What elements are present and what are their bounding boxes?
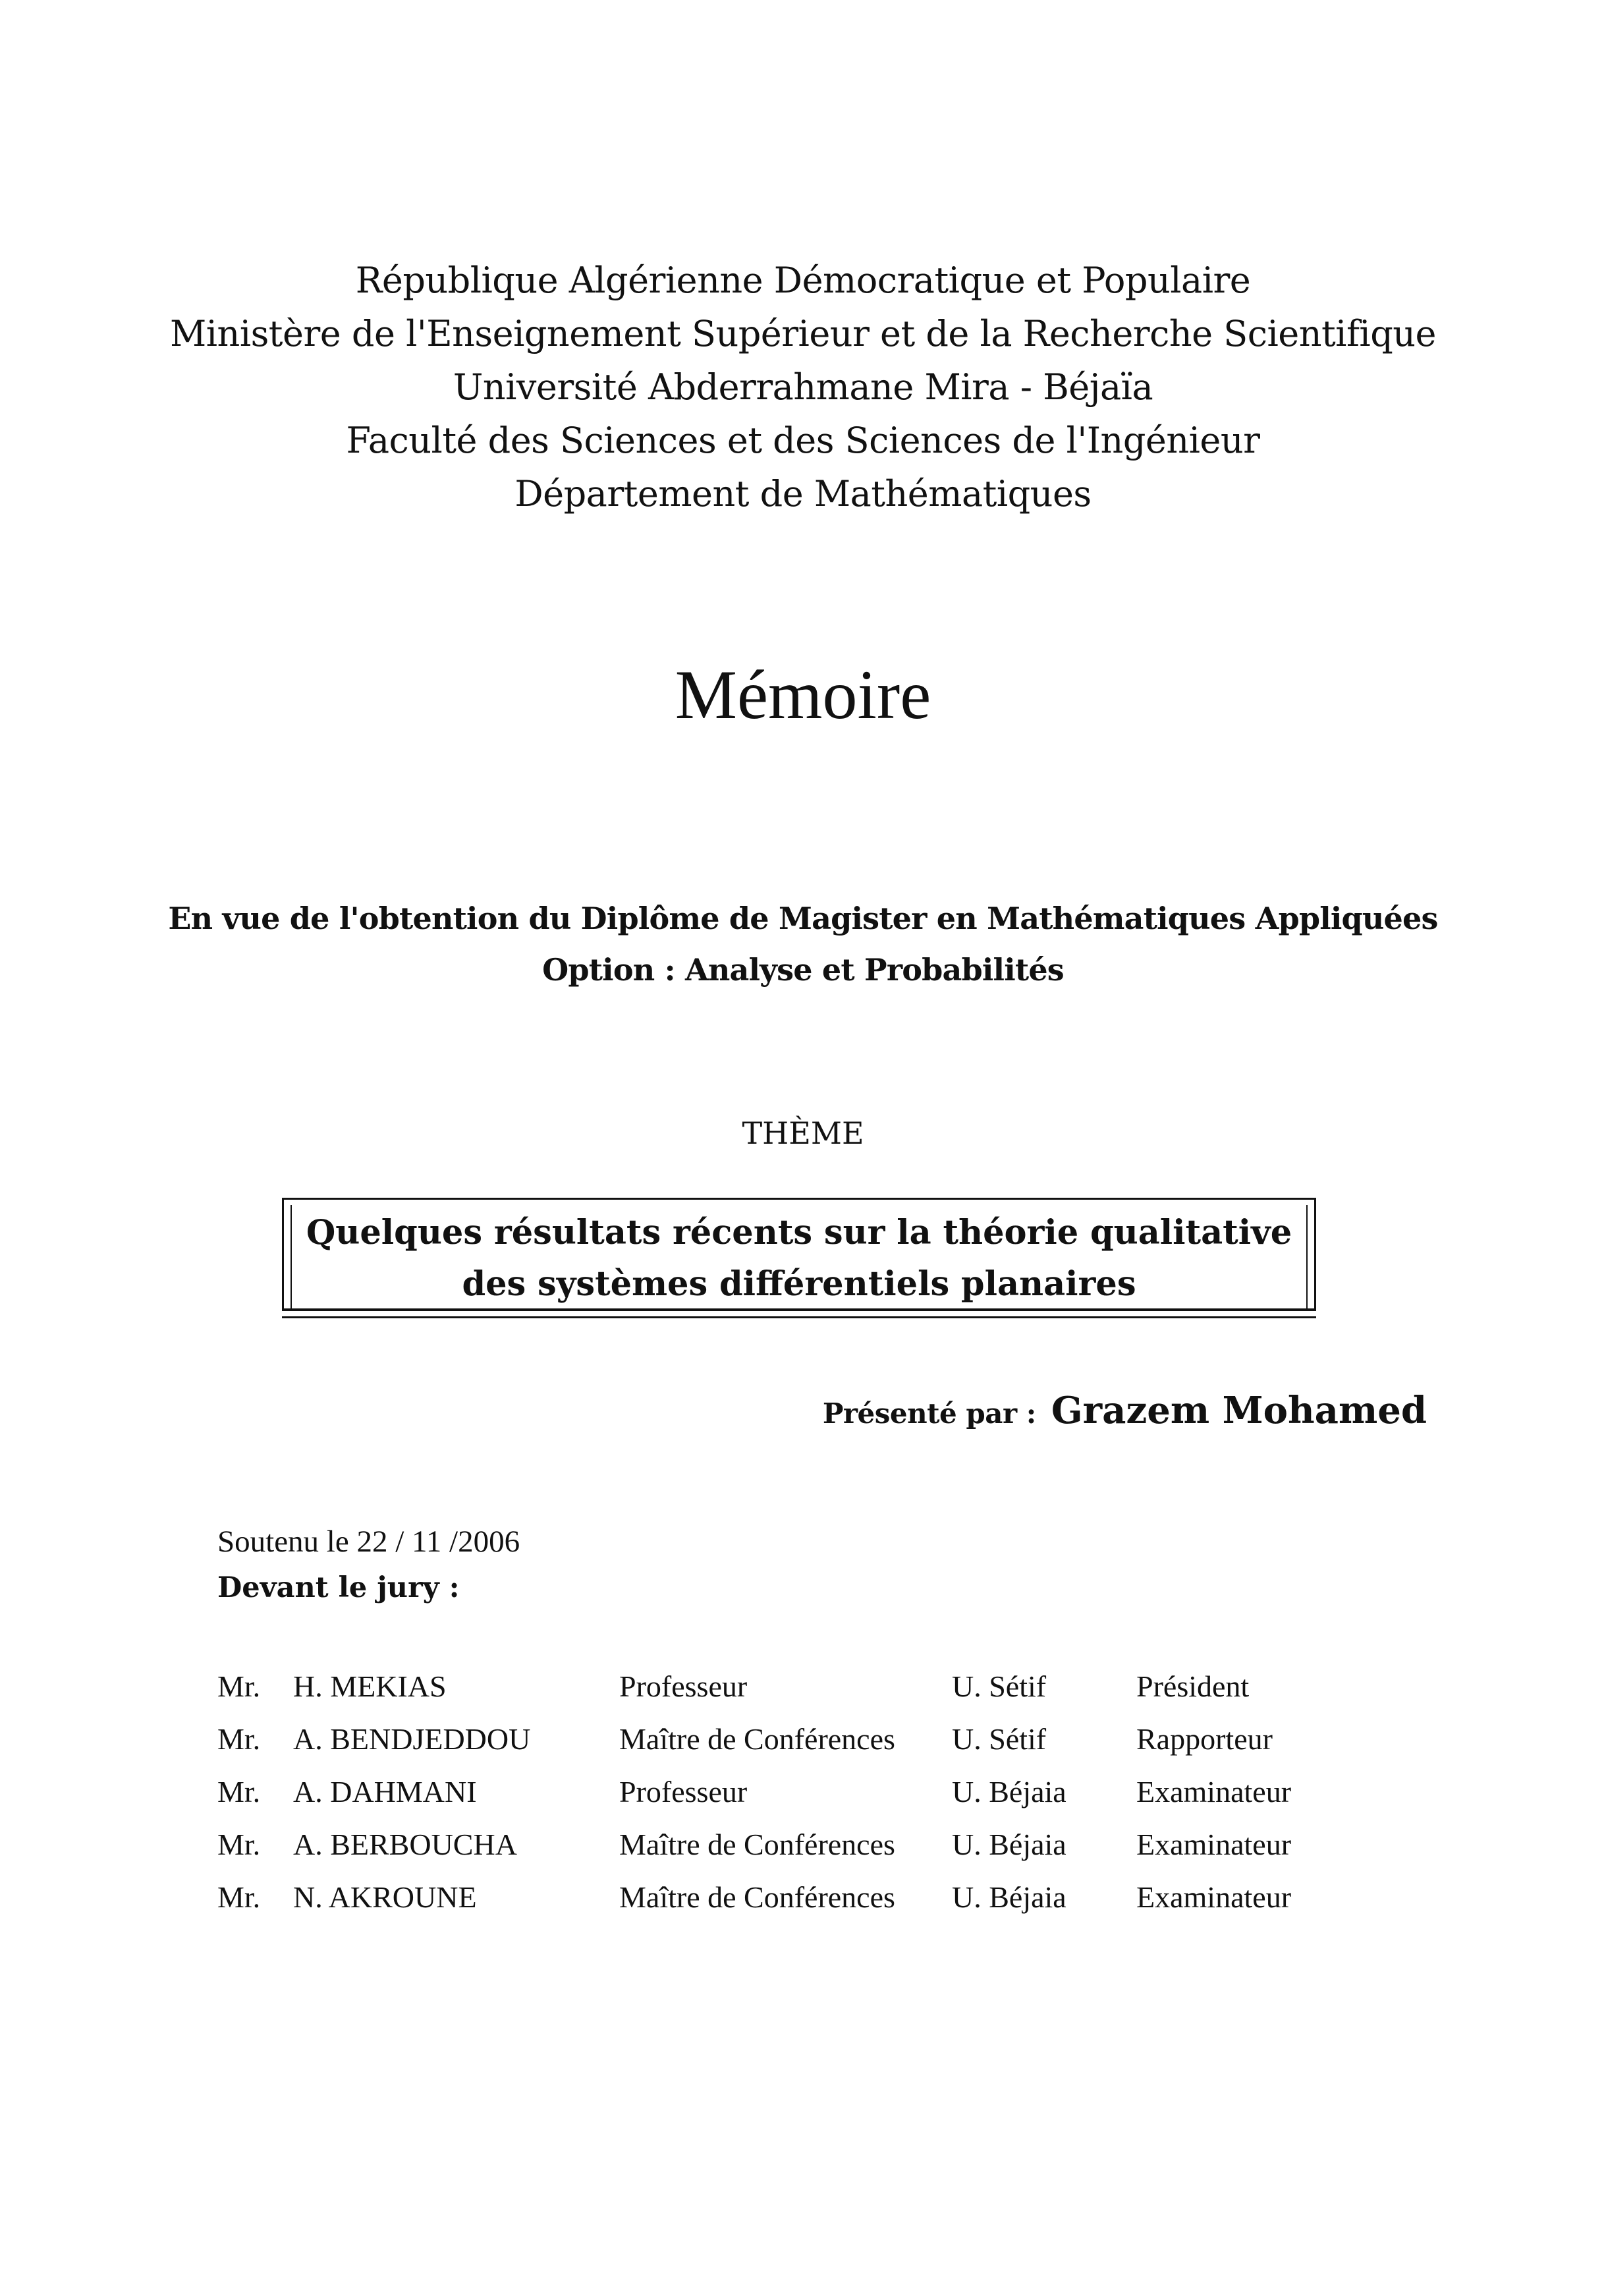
jury-grade: Professeur: [619, 1669, 748, 1703]
jury-title: Mr.: [217, 1828, 261, 1861]
jury-title: Mr.: [217, 1722, 261, 1756]
jury-role: Examinateur: [1136, 1828, 1292, 1861]
jury-university: U. Béjaia: [952, 1880, 1066, 1914]
jury-name: A. DAHMANI: [293, 1775, 477, 1808]
jury-role: Président: [1136, 1669, 1250, 1703]
jury-label: Devant le jury :: [217, 1571, 460, 1604]
jury-row: [217, 1660, 1337, 1713]
presenter-name: Grazem Mohamed: [1051, 1389, 1427, 1432]
jury-row: [217, 1818, 1337, 1871]
jury-name: A. BERBOUCHA: [293, 1828, 517, 1861]
presenter-label: Présenté par :: [822, 1397, 1036, 1430]
institution-header: [0, 254, 1606, 520]
diploma-line: En vue de l'obtention du Diplôme de Magister en Mathématiques Appliquées: [168, 901, 1438, 936]
jury-name: N. AKROUNE: [293, 1880, 477, 1914]
thesis-title-line: Quelques résultats récents sur la théorie qualitative: [306, 1213, 1292, 1252]
header-line-faculty: Faculté des Sciences et des Sciences de l'Ingénieur: [346, 420, 1260, 461]
jury-row: [217, 1766, 1337, 1818]
jury-title: Mr.: [217, 1669, 261, 1703]
jury-row: [217, 1713, 1337, 1766]
defense-date: Soutenu le 22 / 11 /2006: [217, 1525, 520, 1559]
option-line: Option : Analyse et Probabilités: [542, 952, 1064, 988]
jury-name: H. MEKIAS: [293, 1669, 447, 1703]
jury-university: U. Béjaia: [952, 1775, 1066, 1808]
thesis-title-line: des systèmes différentiels planaires: [462, 1264, 1136, 1304]
header-line-republic: République Algérienne Démocratique et Populaire: [355, 260, 1251, 301]
document-type-title: Mémoire: [675, 656, 931, 733]
jury-row: [217, 1871, 1337, 1924]
jury-role: Examinateur: [1136, 1775, 1292, 1808]
jury-title: Mr.: [217, 1775, 261, 1808]
defense-info: [217, 1519, 520, 1611]
jury-grade: Professeur: [619, 1775, 748, 1808]
header-line-ministry: Ministère de l'Enseignement Supérieur et de la Recherche Scientifique: [169, 313, 1437, 354]
theme-frame-rule: [282, 1316, 1316, 1318]
thesis-title: [282, 1207, 1316, 1310]
jury-university: U. Sétif: [952, 1722, 1047, 1756]
presenter: [823, 1389, 1427, 1432]
jury-title: Mr.: [217, 1880, 261, 1914]
diploma-block: [0, 893, 1606, 995]
header-line-department: Département de Mathématiques: [514, 473, 1092, 515]
jury-name: A. BENDJEDDOU: [293, 1722, 531, 1756]
jury-grade: Maître de Conférences: [619, 1722, 895, 1756]
jury-role: Examinateur: [1136, 1880, 1292, 1914]
header-line-university: Université Abderrahmane Mira - Béjaïa: [453, 366, 1153, 408]
jury-table: [217, 1660, 1337, 1924]
jury-university: U. Sétif: [952, 1669, 1047, 1703]
jury-grade: Maître de Conférences: [619, 1828, 895, 1861]
jury-role: Rapporteur: [1136, 1722, 1273, 1756]
theme-label: THÈME: [742, 1115, 864, 1151]
jury-grade: Maître de Conférences: [619, 1880, 895, 1914]
jury-university: U. Béjaia: [952, 1828, 1066, 1861]
